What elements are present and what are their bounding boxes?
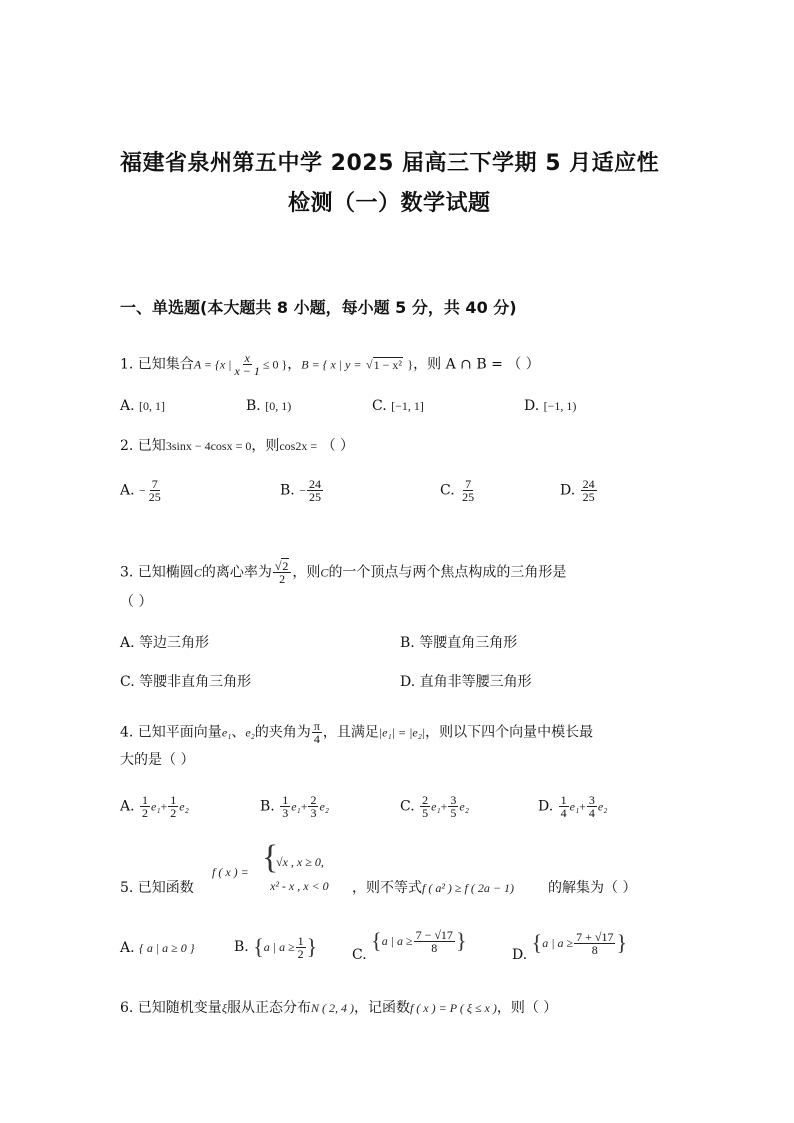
q4-line2: 大的是（ ）: [120, 752, 195, 768]
q1-option-a[interactable]: A. [0, 1]: [120, 398, 166, 414]
q1-option-d[interactable]: D. [−1, 1): [524, 398, 577, 414]
question-1: 1. 已知集合A = {x | $\frac{x}{x - 1}$ ≤ 0 }，B = { x | y = √1 − x² }，则 A ∩ B = （ ）: [120, 351, 540, 378]
q1-set-b-label: B = { x | y =: [301, 357, 362, 372]
q2-option-d[interactable]: D. $\frac{24}{25}$: [560, 477, 595, 504]
q5-option-a[interactable]: A. { a | a ≥ 0 }: [120, 940, 195, 956]
question-3: 3. 已知椭圆C的离心率为 $\frac{√2}{2}$ ，则C的一个顶点与两个焦点构成的三角形是: [120, 559, 567, 586]
q5-inequality: f ( a² ) ≥ f ( 2a − 1): [422, 881, 514, 895]
q4-option-a[interactable]: A. $\frac{1}{2}$ e₁+ $\frac{1}{2}$ e₂: [120, 793, 189, 820]
q3-eccentricity: $\frac{√2}{2}$: [273, 560, 292, 585]
q3-option-b[interactable]: B. 等腰直角三角形: [400, 635, 518, 651]
q2-option-c[interactable]: C. $\frac{7}{25}$: [440, 477, 475, 504]
q2-option-a[interactable]: A. − $\frac{7}{25}$: [120, 477, 161, 504]
q6-function: f ( x ) = P ( ξ ≤ x ): [409, 1001, 497, 1015]
question-2: 2. 已知3sinx − 4cosx = 0，则cos2x = （ ）: [120, 438, 355, 454]
q5-option-d[interactable]: D. {a | a ≥ $\frac{7 + √17}{8}$ }: [512, 929, 628, 963]
q1-sqrt: 1 − x²: [373, 357, 402, 372]
question-6: 6. 已知随机变量ξ服从正态分布N ( 2, 4 )，记函数f ( x ) = P ( ξ ≤ x )，则（ ）: [120, 1000, 558, 1016]
q3-option-a[interactable]: A. 等边三角形: [120, 635, 210, 651]
q5-option-c[interactable]: C. {a | a ≥ $\frac{7 - √17}{8}$ }: [352, 927, 467, 963]
q5-option-b[interactable]: B. {a | a ≥ $\frac{1}{2}$ }: [234, 933, 318, 961]
page-title-line1: 福建省泉州第五中学 2025 届高三下学期 5 月适应性: [120, 151, 660, 176]
q5-function-name: f ( x ) =: [212, 865, 249, 879]
q1-suffix: ，则 A ∩ B = （ ）: [413, 356, 540, 373]
q2-option-b[interactable]: B. − $\frac{24}{25}$: [280, 477, 321, 504]
section-heading: 一、单选题(本大题共 8 小题，每小题 5 分，共 40 分): [120, 298, 517, 317]
q3-paren: （ ）: [120, 594, 153, 610]
q2-equation: 3sinx − 4cosx = 0: [165, 439, 252, 453]
q4-option-c[interactable]: C. $\frac{2}{5}$ e₁+ $\frac{3}{5}$ e₂: [400, 793, 469, 820]
q5-case1: √x , x ≥ 0,: [276, 855, 324, 869]
q1-fraction: $\frac{x}{x - 1}$: [234, 351, 260, 378]
q1-set-b-tail: }: [407, 357, 414, 372]
q4-option-d[interactable]: D. $\frac{1}{4}$ e₁+ $\frac{3}{4}$ e₂: [538, 793, 608, 820]
q1-set-a-label: A = {x |: [193, 357, 232, 372]
q4-option-b[interactable]: B. $\frac{1}{3}$ e₁+ $\frac{2}{3}$ e₂: [260, 793, 329, 820]
q3-option-c[interactable]: C. 等腰非直角三角形: [120, 674, 252, 690]
q1-prefix: 1. 已知集合: [120, 356, 194, 373]
q3-option-d[interactable]: D. 直角非等腰三角形: [400, 674, 532, 690]
question-4: 4. 已知平面向量e₁、e₂的夹角为 $\frac{\pi}{4}$ ，且满足|e₁| = |e₂|，则以下四个向量中模长最: [120, 719, 594, 746]
q1-set-a-tail: ≤ 0 }: [262, 357, 288, 372]
q5-case2: x² - x , x < 0: [270, 879, 329, 893]
q6-distribution: N ( 2, 4 ): [310, 1001, 354, 1015]
q5-brace: {: [262, 839, 279, 876]
q1-option-b[interactable]: B. [0, 1): [246, 398, 292, 414]
q1-option-c[interactable]: C. [−1, 1]: [372, 398, 424, 414]
q2-target: cos2x =: [279, 439, 318, 453]
page-title-line2: 检测（一）数学试题: [288, 191, 491, 216]
